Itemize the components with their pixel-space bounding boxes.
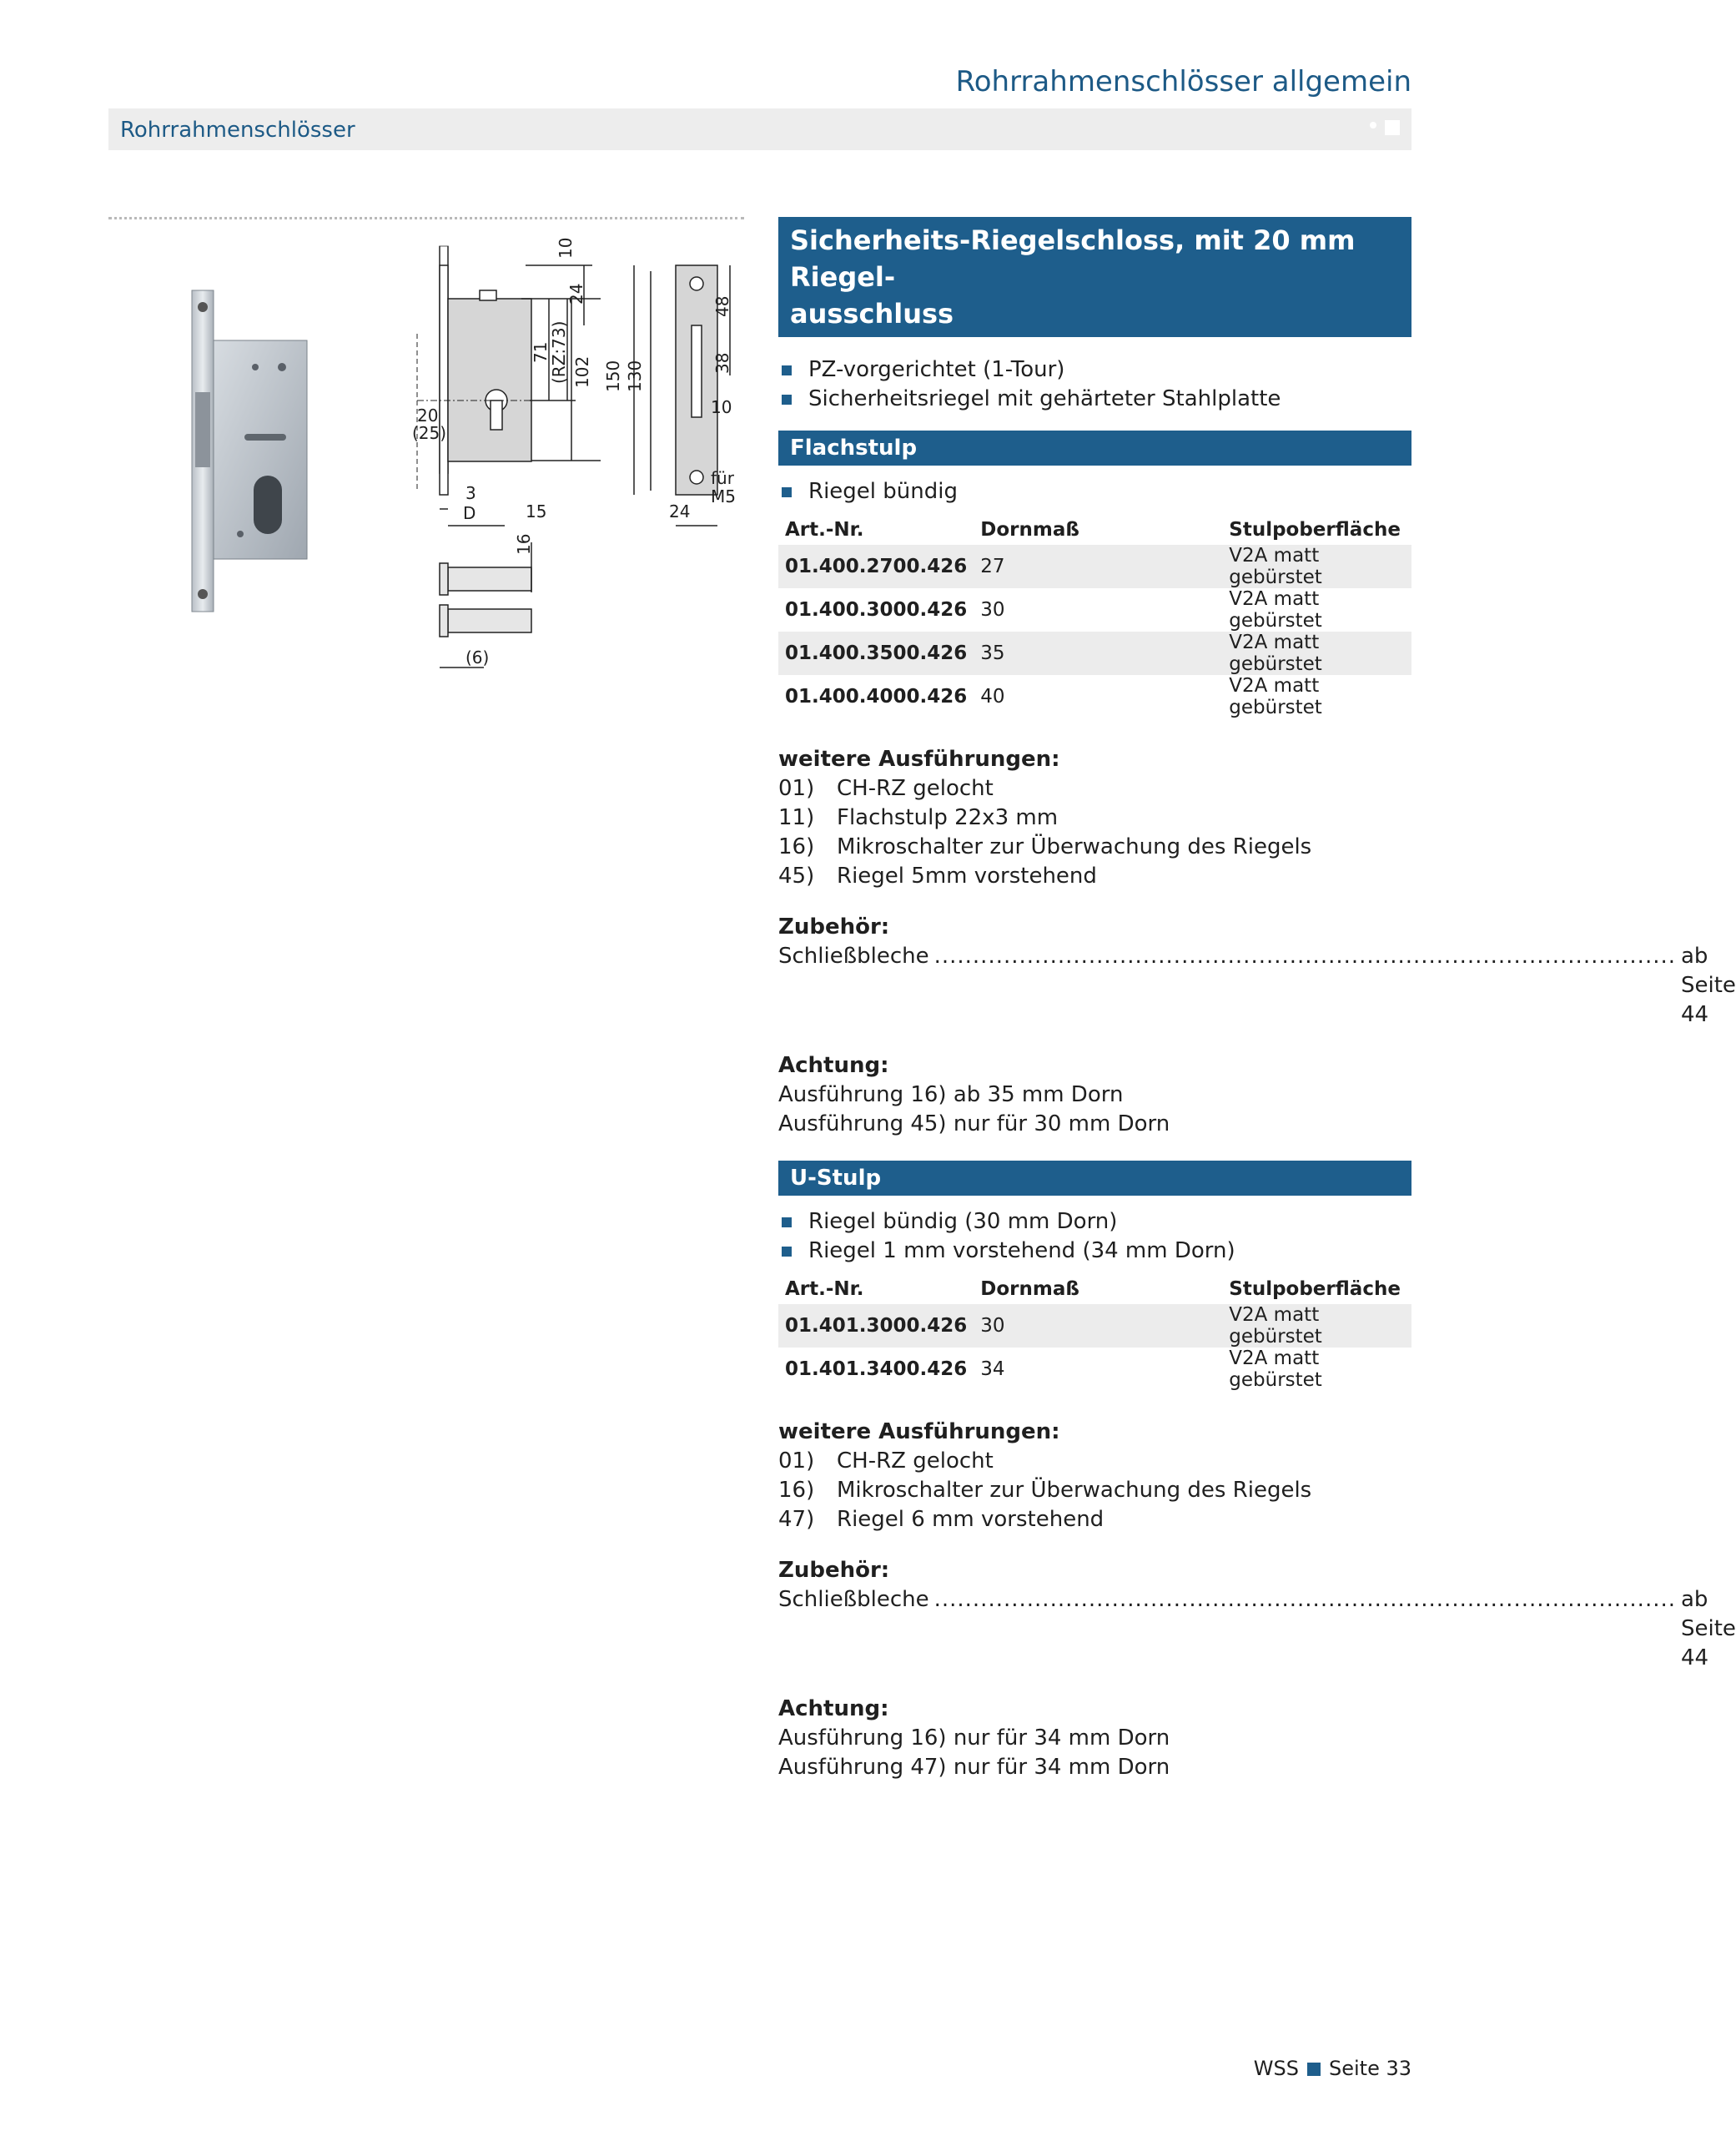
variant-item: [778, 1505, 1411, 1534]
variant-code: 16): [778, 834, 815, 859]
product-title-line1: Sicherheits-Riegelschloss, mit 20 mm Riegel-: [790, 224, 1356, 293]
product-column: [778, 217, 1736, 1782]
ustulp-table: [778, 1274, 1411, 1391]
dim-text-130: 130: [625, 360, 645, 392]
accessory-ref: ab Seite 44: [1681, 944, 1736, 1027]
attention-item: Ausführung 16) nur für 34 mm Dorn: [778, 1725, 1170, 1751]
accessory-ref: ab Seite 44: [1681, 1587, 1736, 1670]
dornmass: 35: [974, 632, 1222, 675]
variant-item: [778, 833, 1411, 862]
dim-text-102: 102: [572, 355, 592, 388]
ustulp-heading: U-Stulp: [778, 1161, 1411, 1196]
attention-title: Achtung:: [778, 1053, 889, 1078]
dim-text-3: 3: [465, 483, 476, 503]
dornmass: 30: [980, 599, 1005, 621]
product-features: [778, 355, 1411, 414]
variant-code: 11): [778, 805, 815, 830]
flachstulp-accessories: [778, 913, 1736, 1030]
flachstulp-features: [778, 477, 1411, 506]
dim-text-d: D: [463, 503, 476, 523]
art-nr: 01.400.3500.426: [778, 632, 974, 675]
product-title-line2: ausschluss: [790, 298, 954, 330]
variant-item: [778, 862, 1411, 891]
leader-dots: ................................................................................................: [933, 944, 1676, 969]
variant-text: Flachstulp 22x3 mm: [837, 805, 1059, 830]
accessories-title: Zubehör:: [778, 914, 890, 940]
surface: V2A matt gebürstet: [1229, 588, 1322, 632]
attention-title: Achtung:: [778, 1696, 889, 1721]
dornmass: 27: [974, 545, 1222, 588]
table-header: [778, 1274, 1411, 1304]
footer-brand: WSS: [1253, 2057, 1299, 2080]
col-header-dornmass: Dornmaß: [980, 1278, 1079, 1300]
dim-text-6: (6): [465, 647, 490, 668]
lock-photo: [182, 284, 315, 617]
surface: V2A matt gebürstet: [1222, 632, 1411, 675]
dim-text-24-bottom: 24: [669, 501, 691, 521]
footer-square-icon: [1307, 2063, 1321, 2076]
attention-item: Ausführung 16) ab 35 mm Dorn: [778, 1082, 1124, 1107]
surface: V2A matt gebürstet: [1222, 1304, 1411, 1348]
variants-title: weitere Ausführungen:: [778, 1419, 1060, 1444]
variant-text: Mikroschalter zur Überwachung des Riegels: [837, 834, 1312, 859]
col-header-dornmass: Dornmaß: [980, 519, 1079, 541]
dornmass: 40: [980, 686, 1005, 708]
variant-text: CH-RZ gelocht: [837, 776, 994, 801]
dotted-divider: [108, 217, 744, 219]
table-row: [778, 632, 1411, 675]
col-header-surface: Stulpoberfläche: [1229, 1278, 1401, 1300]
dim-text-10-top: 10: [556, 237, 576, 259]
variant-item: [778, 1476, 1411, 1505]
table-row: [778, 1348, 1411, 1391]
art-nr: 01.400.2700.426: [778, 545, 974, 588]
attention-item: Ausführung 47) nur für 34 mm Dorn: [778, 1755, 1170, 1780]
table-header: [778, 515, 1411, 545]
art-nr: 01.401.3400.426: [785, 1358, 968, 1380]
variant-code: 01): [778, 1448, 815, 1474]
flachstulp-attention: [778, 1051, 1411, 1139]
footer: [1254, 2057, 1411, 2080]
table-row: [778, 545, 1411, 588]
leader-dots: ................................................................................................: [933, 1587, 1676, 1612]
accessory-label: Schließbleche: [778, 1587, 929, 1612]
variants-title: weitere Ausführungen:: [778, 747, 1060, 772]
dim-text-20: 20: [417, 406, 439, 426]
accessories-title: Zubehör:: [778, 1558, 890, 1583]
technical-drawing: [400, 225, 751, 676]
dim-text-25: (25): [412, 423, 447, 443]
art-nr: 01.400.4000.426: [785, 686, 968, 708]
table-row: [778, 675, 1411, 718]
dim-text-15: 15: [526, 501, 547, 521]
col-header-art: Art.-Nr.: [785, 519, 864, 541]
surface: V2A matt gebürstet: [1229, 675, 1322, 718]
variant-text: CH-RZ gelocht: [837, 1448, 994, 1474]
feature-item: PZ-vorgerichtet (1-Tour): [778, 355, 1411, 385]
accessory-line: [778, 1585, 1736, 1673]
variant-text: Riegel 5mm vorstehend: [837, 864, 1097, 889]
ustulp-features: [778, 1207, 1411, 1266]
variant-code: 47): [778, 1507, 815, 1532]
dim-text-71: 71: [531, 341, 551, 363]
flachstulp-variants: [778, 745, 1411, 891]
col-header-surface: Stulpoberfläche: [1229, 519, 1401, 541]
dim-text-24: 24: [566, 283, 586, 305]
feature-item: Riegel bündig: [778, 477, 1411, 506]
col-header-art: Art.-Nr.: [785, 1278, 864, 1300]
surface: V2A matt gebürstet: [1222, 545, 1411, 588]
flachstulp-table: [778, 515, 1411, 718]
feature-item: Sicherheitsriegel mit gehärteter Stahlplatte: [778, 385, 1411, 414]
feature-item: Riegel bündig (30 mm Dorn): [778, 1207, 1411, 1237]
variant-code: 16): [778, 1478, 815, 1503]
dim-text-m5: M5: [711, 486, 736, 506]
accessory-line: [778, 942, 1736, 1030]
attention-item: Ausführung 45) nur für 30 mm Dorn: [778, 1111, 1170, 1136]
bar-marks: [1370, 120, 1400, 139]
art-nr: 01.400.3000.426: [785, 599, 968, 621]
category-label: Rohrrahmenschlösser: [120, 118, 355, 143]
variant-code: 45): [778, 864, 815, 889]
variant-text: Mikroschalter zur Überwachung des Riegels: [837, 1478, 1312, 1503]
flachstulp-heading: Flachstulp: [778, 431, 1411, 466]
variant-text: Riegel 6 mm vorstehend: [837, 1507, 1104, 1532]
table-row: [778, 1304, 1411, 1348]
variant-code: 01): [778, 776, 815, 801]
dim-text-fuer: für: [711, 468, 734, 488]
variant-item: [778, 774, 1411, 804]
variant-item: [778, 1447, 1411, 1476]
variant-item: [778, 804, 1411, 833]
feature-item: Riegel 1 mm vorstehend (34 mm Dorn): [778, 1237, 1411, 1266]
accessory-label: Schließbleche: [778, 944, 929, 969]
dornmass: 30: [974, 1304, 1222, 1348]
product-title: [778, 217, 1411, 337]
surface: V2A matt gebürstet: [1229, 1348, 1322, 1391]
ustulp-accessories: [778, 1556, 1736, 1673]
art-nr: 01.401.3000.426: [778, 1304, 974, 1348]
ustulp-variants: [778, 1418, 1411, 1534]
page-title: Rohrrahmenschlösser allgemein: [955, 65, 1411, 98]
dim-text-48: 48: [712, 295, 732, 317]
dim-text-10: 10: [711, 397, 732, 417]
dim-text-38: 38: [712, 352, 732, 374]
category-bar: [108, 108, 1411, 150]
dim-text-150: 150: [603, 360, 623, 392]
dim-text-rz73: (RZ:73): [549, 320, 569, 384]
dornmass: 34: [980, 1358, 1005, 1380]
ustulp-attention: [778, 1695, 1411, 1782]
footer-page: Seite 33: [1328, 2057, 1411, 2080]
dim-text-16: 16: [514, 533, 534, 555]
table-row: [778, 588, 1411, 632]
